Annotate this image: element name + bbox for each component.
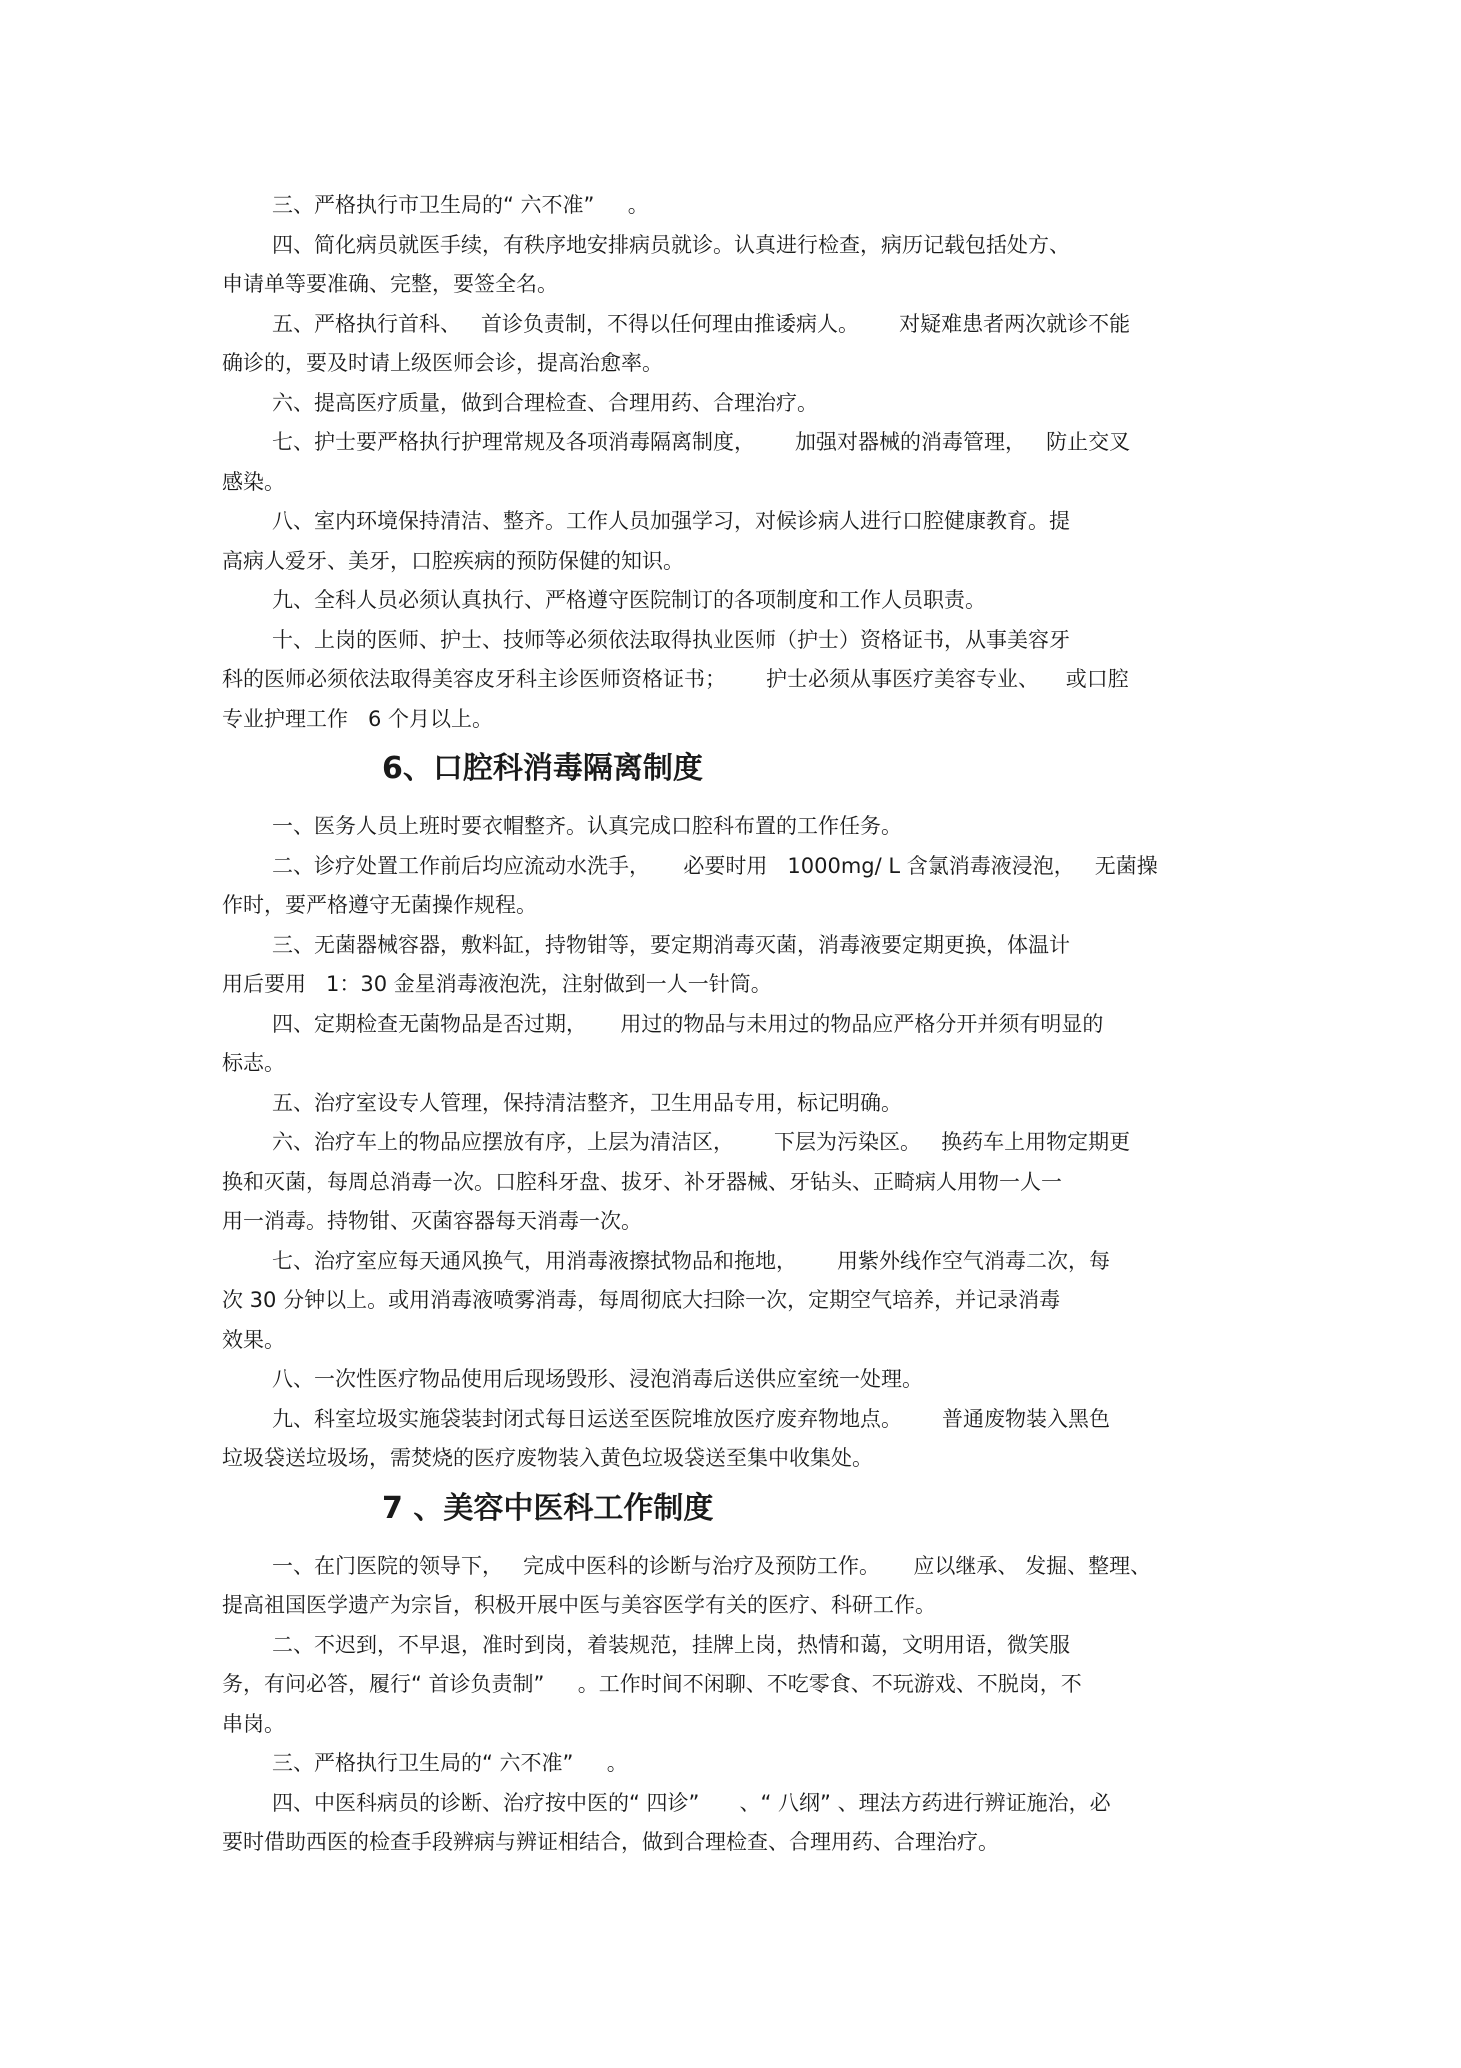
paragraph-line: 七、治疗室应每天通风换气，用消毒液擦拭物品和拖地， 用紫外线作空气消毒二次，每 (272, 1248, 1111, 1273)
paragraph-line: 三、严格执行市卫生局的“ 六不准” 。 (272, 193, 649, 217)
paragraph-line: 高病人爱牙、美牙，口腔疾病的预防保健的知识。 (222, 548, 684, 573)
section_prev-paragraph (222, 621, 1252, 740)
paragraph-line: 一、医务人员上班时要衣帽整齐。认真完成口腔科布置的工作任务。 (272, 814, 902, 838)
paragraph-line: 三、严格执行卫生局的“ 六不准” 。 (272, 1751, 628, 1775)
paragraph-line: 二、不迟到，不早退，准时到岗，着装规范，挂牌上岗，热情和蔼，文明用语，微笑服 (272, 1632, 1070, 1657)
paragraph-line: 八、一次性医疗物品使用后现场毁形、浸泡消毒后送供应室统一处理。 (272, 1367, 923, 1391)
section6-paragraph (222, 926, 1252, 1005)
paragraph-line: 二、诊疗处置工作前后均应流动水洗手， 必要时用 1000mg/ L 含氯消毒液浸泡， 无菌操 (272, 853, 1158, 878)
paragraph-line: 串岗。 (222, 1711, 285, 1736)
section_prev-paragraph (222, 186, 1252, 226)
paragraph-line: 提高祖国医学遗产为宗旨，积极开展中医与美容医学有关的医疗、科研工作。 (222, 1593, 936, 1617)
paragraph-line: 感染。 (222, 469, 285, 494)
paragraph-line: 四、中医科病员的诊断、治疗按中医的“ 四诊” 、“ 八纲” 、理法方药进行辨证施治，必 (272, 1790, 1111, 1815)
paragraph-line: 十、上岗的医师、护士、技师等必须依法取得执业医师（护士）资格证书，从事美容牙 (272, 627, 1070, 652)
section6-paragraph (222, 1242, 1252, 1361)
section7-paragraph (222, 1744, 1252, 1784)
paragraph-line: 九、全科人员必须认真执行、严格遵守医院制订的各项制度和工作人员职责。 (272, 588, 986, 612)
paragraph-line: 六、治疗车上的物品应摆放有序，上层为清洁区， 下层为污染区。 换药车上用物定期更 (272, 1130, 1131, 1154)
paragraph-line: 一、在门医院的领导下， 完成中医科的诊断与治疗及预防工作。 应以继承、 发掘、整理、 (272, 1553, 1152, 1578)
section6-paragraph (222, 807, 1252, 847)
section6-title: 6、口腔科消毒隔离制度 (382, 751, 703, 786)
section7-paragraph (222, 1547, 1252, 1626)
section7-title: 7 、美容中医科工作制度 (382, 1490, 714, 1526)
section6-paragraph (222, 1005, 1252, 1084)
paragraph-line: 七、护士要严格执行护理常规及各项消毒隔离制度， 加强对器械的消毒管理， 防止交叉 (272, 430, 1131, 454)
paragraph-line: 作时，要严格遵守无菌操作规程。 (222, 893, 537, 917)
document-page (222, 186, 1252, 1863)
paragraph-line: 用一消毒。持物钳、灭菌容器每天消毒一次。 (222, 1209, 642, 1233)
section_prev-paragraph (222, 581, 1252, 621)
paragraph-line: 确诊的，要及时请上级医师会诊，提高治愈率。 (222, 351, 663, 375)
section6-paragraph (222, 847, 1252, 926)
section6-paragraph (222, 1123, 1252, 1242)
section7-paragraph (222, 1626, 1252, 1745)
paragraph-line: 四、定期检查无菌物品是否过期， 用过的物品与未用过的物品应严格分开并须有明显的 (272, 1011, 1104, 1036)
paragraph-line: 次 30 分钟以上。或用消毒液喷雾消毒，每周彻底大扫除一次，定期空气培养，并记录消毒 (222, 1288, 1061, 1312)
section6-paragraph (222, 1084, 1252, 1124)
paragraph-line: 要时借助西医的检查手段辨病与辨证相结合，做到合理检查、合理用药、合理治疗。 (222, 1830, 999, 1854)
paragraph-line: 三、无菌器械容器，敷料缸，持物钳等，要定期消毒灭菌，消毒液要定期更换，体温计 (272, 932, 1070, 957)
section6-body (222, 807, 1252, 1479)
section-prev-body (222, 186, 1252, 739)
section6-paragraph (222, 1400, 1252, 1479)
paragraph-line: 四、简化病员就医手续，有秩序地安排病员就诊。认真进行检查，病历记载包括处方、 (272, 232, 1070, 257)
section_prev-paragraph (222, 226, 1252, 305)
paragraph-line: 标志。 (222, 1051, 285, 1075)
paragraph-line: 务，有问必答，履行“ 首诊负责制” 。工作时间不闲聊、不吃零食、不玩游戏、不脱岗，不 (222, 1672, 1082, 1696)
section7-paragraph (222, 1784, 1252, 1863)
paragraph-line: 科的医师必须依法取得美容皮牙科主诊医师资格证书； 护士必须从事医疗美容专业、 或口腔 (222, 667, 1129, 691)
paragraph-line: 九、科室垃圾实施袋装封闭式每日运送至医院堆放医疗废弃物地点。 普通废物装入黑色 (272, 1406, 1111, 1431)
paragraph-line: 垃圾袋送垃圾场，需焚烧的医疗废物装入黄色垃圾袋送至集中收集处。 (222, 1446, 873, 1470)
paragraph-line: 专业护理工作 6 个月以上。 (222, 706, 494, 731)
section_prev-paragraph (222, 305, 1252, 384)
paragraph-line: 效果。 (222, 1327, 285, 1352)
section7-body (222, 1547, 1252, 1863)
section_prev-paragraph (222, 384, 1252, 424)
section_prev-paragraph (222, 502, 1252, 581)
section_prev-paragraph (222, 423, 1252, 502)
paragraph-line: 申请单等要准确、完整，要签全名。 (222, 272, 558, 296)
paragraph-line: 五、治疗室设专人管理，保持清洁整齐，卫生用品专用，标记明确。 (272, 1090, 902, 1115)
paragraph-line: 五、严格执行首科、 首诊负责制，不得以任何理由推诿病人。 对疑难患者两次就诊不能 (272, 311, 1131, 336)
paragraph-line: 六、提高医疗质量，做到合理检查、合理用药、合理治疗。 (272, 390, 818, 415)
paragraph-line: 八、室内环境保持清洁、整齐。工作人员加强学习，对候诊病人进行口腔健康教育。提 (272, 509, 1070, 533)
paragraph-line: 用后要用 1：30 金星消毒液泡洗，注射做到一人一针筒。 (222, 972, 772, 996)
section6-paragraph (222, 1360, 1252, 1400)
paragraph-line: 换和灭菌，每周总消毒一次。口腔科牙盘、拔牙、补牙器械、牙钻头、正畸病人用物一人一 (222, 1169, 1062, 1194)
